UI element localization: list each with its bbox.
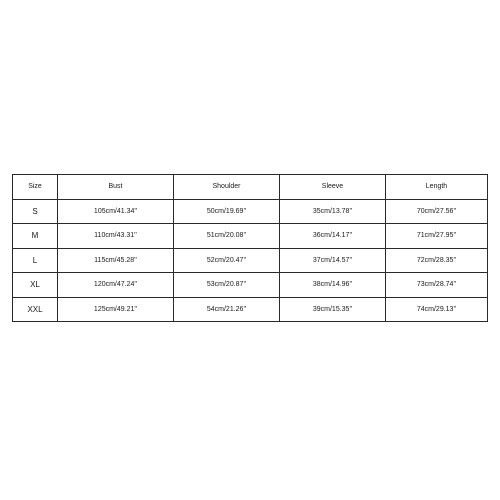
- bust-cell: 110cm/43.31'': [58, 224, 174, 249]
- size-cell: S: [13, 199, 58, 224]
- table-header-row: [13, 175, 488, 200]
- bust-cell: 120cm/47.24'': [58, 273, 174, 298]
- size-chart-table: [12, 174, 488, 322]
- header-shoulder: Shoulder: [174, 175, 280, 200]
- sleeve-cell: 35cm/13.78'': [280, 199, 386, 224]
- header-size: Size: [13, 175, 58, 200]
- shoulder-cell: 51cm/20.08'': [174, 224, 280, 249]
- header-length: Length: [386, 175, 488, 200]
- length-cell: 72cm/28.35'': [386, 248, 488, 273]
- table-row: [13, 224, 488, 249]
- sleeve-cell: 38cm/14.96'': [280, 273, 386, 298]
- bust-cell: 115cm/45.28'': [58, 248, 174, 273]
- table-row: [13, 199, 488, 224]
- length-cell: 74cm/29.13'': [386, 297, 488, 322]
- length-cell: 70cm/27.56'': [386, 199, 488, 224]
- bust-cell: 105cm/41.34'': [58, 199, 174, 224]
- shoulder-cell: 50cm/19.69'': [174, 199, 280, 224]
- length-cell: 71cm/27.95'': [386, 224, 488, 249]
- table-row: [13, 273, 488, 298]
- length-cell: 73cm/28.74'': [386, 273, 488, 298]
- sleeve-cell: 36cm/14.17'': [280, 224, 386, 249]
- table-row: [13, 248, 488, 273]
- size-cell: L: [13, 248, 58, 273]
- bust-cell: 125cm/49.21'': [58, 297, 174, 322]
- size-cell: M: [13, 224, 58, 249]
- sleeve-cell: 37cm/14.57'': [280, 248, 386, 273]
- sleeve-cell: 39cm/15.35'': [280, 297, 386, 322]
- header-sleeve: Sleeve: [280, 175, 386, 200]
- shoulder-cell: 53cm/20.87'': [174, 273, 280, 298]
- header-bust: Bust: [58, 175, 174, 200]
- shoulder-cell: 54cm/21.26'': [174, 297, 280, 322]
- table-row: [13, 297, 488, 322]
- shoulder-cell: 52cm/20.47'': [174, 248, 280, 273]
- size-cell: XL: [13, 273, 58, 298]
- size-cell: XXL: [13, 297, 58, 322]
